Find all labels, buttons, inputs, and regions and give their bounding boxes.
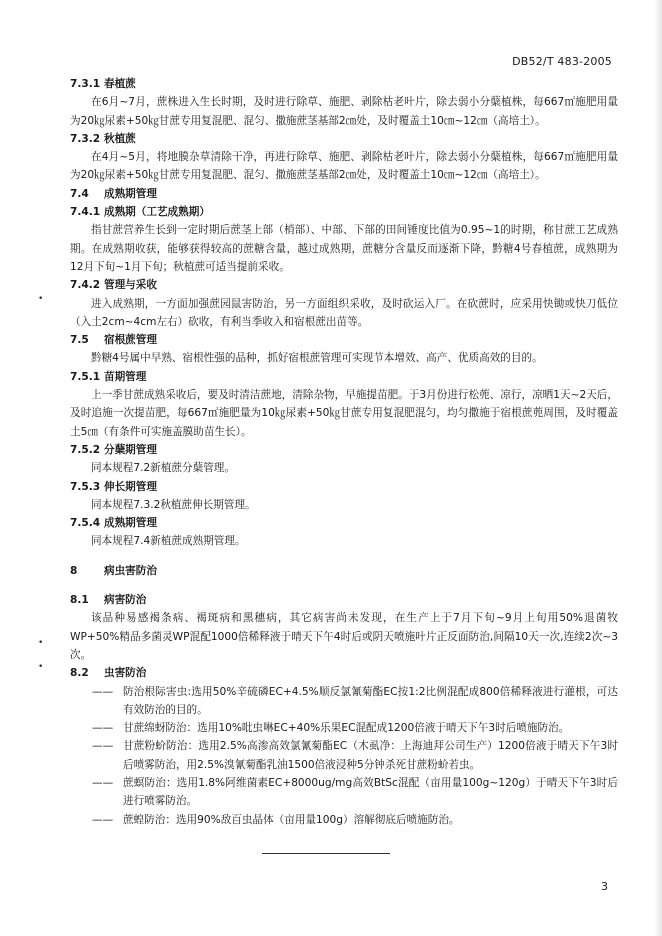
paragraph: 进入成熟期，一方面加强蔗园鼠害防治，另一方面组织采收，及时砍运入厂。在砍蔗时，应采用快锄或快刀低位（入土2cm~4cm左右）砍收，有利当季收入和宿根蔗出苗等。	[70, 297, 618, 328]
list-dash: ——	[92, 740, 114, 753]
section-number: 7.4.2	[70, 279, 101, 292]
section-heading	[70, 368, 618, 386]
section-number: 7.3.1	[70, 78, 101, 90]
list-dash: ——	[92, 685, 114, 698]
section-number: 7.4	[70, 187, 89, 200]
list-item-text: 甘蔗绵蚜防治：选用10%吡虫啉EC+40%乐果EC混配成1200倍液于晴天下午3时后喷施防治。	[123, 722, 570, 735]
section-title: 苗期管理	[104, 370, 147, 383]
section-title: 成熟期管理	[104, 517, 157, 530]
section-title: 成熟期（工艺成熟期）	[104, 206, 210, 219]
list-dash: ——	[92, 722, 114, 735]
list-item	[70, 737, 618, 774]
page-number: 3	[601, 880, 608, 893]
list-item-text: 蔗螟防治：选用1.8%阿维菌素EC+8000ug/mg高效BtSc混配（亩用量100g~120g）于晴天下午3时后进行喷雾防治。	[123, 776, 618, 808]
paragraph: 在6月~7月，蔗株进入生长时期，及时进行除草、施肥、剥除枯老叶片，除去弱小分蘖植株，每667㎡施肥用量为20㎏尿素+50㎏甘蔗专用复混肥、混匀、撒施蔗茎基部2㎝处，及时覆盖土10㎝~12㎝（高培土）。	[70, 96, 618, 127]
section-heading	[70, 591, 618, 609]
section-number: 7.5.1	[70, 370, 101, 383]
paragraph: 指甘蔗营养生长到一定时期后蔗茎上部（梢部）、中部、下部的田间锤度比值为0.95~1的时期，称甘蔗工艺成熟期。在成熟期收获，能够获得较高的蔗糖含量，越过成熟期，蔗糖分含量反而逐渐下降，黔糖4号春植蔗，成熟期为12月下旬~1月下旬；秋植蔗可适当提前采收。	[70, 224, 618, 273]
section-number: 7.5.2	[70, 443, 101, 456]
margin-mark: •	[38, 662, 44, 672]
margin-mark: •	[38, 294, 44, 304]
section-number: 8.2	[70, 667, 89, 680]
section-heading	[70, 130, 618, 148]
section-title: 春植蔗	[104, 78, 136, 90]
section-number: 7.4.1	[70, 206, 101, 219]
section-number: 7.5.4	[70, 517, 101, 530]
section-title: 分蘖期管理	[104, 443, 157, 456]
section-title: 秋植蔗	[104, 132, 136, 145]
section-heading	[70, 75, 618, 93]
section-number: 7.5	[70, 334, 89, 347]
list-dash: ——	[92, 776, 114, 789]
section-title: 管理与采收	[104, 279, 157, 292]
document-code: DB52/T 483-2005	[512, 55, 612, 68]
section-title: 病虫害防治	[104, 564, 157, 577]
section-heading	[70, 514, 618, 532]
paragraph: 同本规程7.4新植蔗成熟期管理。	[91, 535, 246, 548]
section-heading	[70, 203, 618, 221]
paragraph: 在4月~5月，将地膜杂草清除干净，再进行除草、施肥、剥除枯老叶片，除去弱小分蘖植株，每667㎡施肥用量为20㎏尿素+50㎏甘蔗专用复混肥、混匀、撒施蔗茎基部2㎝处，及时覆盖土10㎝~12㎝（高培土）。	[70, 151, 618, 182]
section-heading	[70, 276, 618, 294]
margin-mark: •	[38, 638, 44, 648]
paragraph: 同本规程7.3.2秋植蔗伸长期管理。	[91, 498, 256, 511]
section-title: 病害防治	[104, 594, 147, 607]
section-number: 8	[70, 564, 78, 577]
section-heading	[70, 664, 618, 682]
list-item-text: 防治根际害虫:选用50%辛硫磷EC+4.5%顺反氯氰菊酯EC按1:2比例混配成800倍稀释液进行灌根，可达有效防治的目的。	[123, 685, 618, 716]
section-heading	[70, 478, 618, 496]
list-item	[70, 811, 618, 829]
section-title: 宿根蔗管理	[104, 334, 157, 347]
document-body	[70, 75, 618, 829]
list-item	[70, 774, 618, 811]
section-number: 7.3.2	[70, 132, 101, 145]
paragraph: 同本规程7.2新植蔗分蘖管理。	[91, 462, 235, 475]
section-spacer	[70, 580, 618, 591]
list-item	[70, 719, 618, 737]
section-number: 8.1	[70, 594, 89, 607]
paragraph: 上一季甘蔗成熟采收后，要及时清洁蔗地，清除杂物，早施提苗肥。于3月份进行松蔸、凉行，凉晒1天~2天后，及时追施一次提苗肥，每667㎡施肥量为10㎏尿素+50㎏甘蔗专用复混肥混匀，均匀撒施于宿根蔗蔸周围，及时覆盖土5㎝（有条件可实施盖膜助苗生长）。	[70, 389, 618, 438]
section-title: 伸长期管理	[104, 480, 157, 493]
list-item	[70, 683, 618, 720]
list-item-text: 甘蔗粉蚧防治：选用2.5%高渗高效氯氰菊酯EC（木虱净：上海迪拜公司生产）1200倍液于晴天下午3时后喷雾防治，用2.5%溴氰菊酯乳油1500倍液浸种5分钟杀死甘蔗粉蚧若虫。	[123, 740, 618, 771]
scan-edge-shadow	[654, 0, 662, 936]
footer-divider	[262, 853, 390, 854]
paragraph: 黔糖4号属中早熟、宿根性强的品种，抓好宿根蔗管理可实现节本增效、高产、优质高效的目的。	[91, 352, 543, 365]
section-spacer	[70, 551, 618, 562]
section-heading	[70, 331, 618, 349]
section-heading	[70, 562, 618, 580]
section-heading	[70, 185, 618, 203]
section-title: 虫害防治	[104, 667, 147, 680]
section-heading	[70, 441, 618, 459]
list-dash: ——	[92, 813, 114, 826]
list-item-text: 蔗蝗防治：选用90%敌百虫晶体（亩用量100g）溶解彻底后喷施防治。	[123, 813, 460, 826]
section-title: 成熟期管理	[104, 187, 157, 200]
paragraph: 该品种易感褐条病、褐斑病和黑穗病，其它病害尚未发现，在生产上于7月下旬~9月上旬用50%退菌牧WP+50%精品多菌灵WP混配1000倍稀释液于晴天下午4时后或阴天喷施叶片正反面防治,间隔10天一次,连续2次~3次。	[70, 612, 618, 661]
section-number: 7.5.3	[70, 480, 101, 493]
